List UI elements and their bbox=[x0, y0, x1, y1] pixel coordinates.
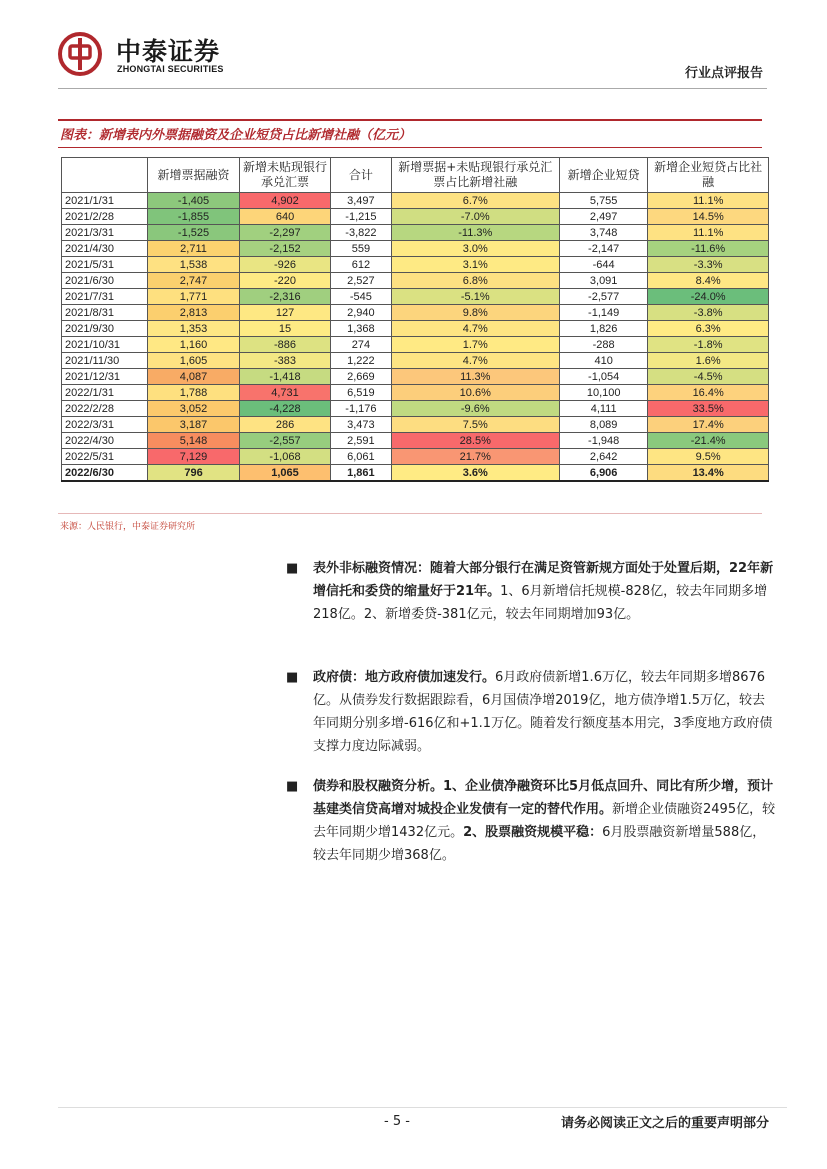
value-cell: 9.5% bbox=[648, 449, 769, 465]
value-cell: 2,813 bbox=[148, 305, 239, 321]
value-cell: 3,091 bbox=[559, 273, 647, 289]
paragraph-lead-2: 2、股票融资规模平稳： bbox=[463, 825, 603, 840]
date-cell: 2021/9/30 bbox=[62, 321, 148, 337]
value-cell: 3.6% bbox=[391, 465, 559, 482]
date-cell: 2021/5/31 bbox=[62, 257, 148, 273]
column-header: 新增票据融资 bbox=[148, 158, 239, 193]
table-row bbox=[62, 433, 769, 449]
value-cell: 127 bbox=[239, 305, 330, 321]
value-cell: 2,497 bbox=[559, 209, 647, 225]
value-cell: 21.7% bbox=[391, 449, 559, 465]
value-cell: -1.8% bbox=[648, 337, 769, 353]
value-cell: 1,771 bbox=[148, 289, 239, 305]
value-cell: 2,642 bbox=[559, 449, 647, 465]
table-row bbox=[62, 353, 769, 369]
company-name-cn: 中泰证券 bbox=[116, 37, 221, 66]
value-cell: 2,747 bbox=[148, 273, 239, 289]
table-row bbox=[62, 289, 769, 305]
source-rule bbox=[58, 513, 762, 514]
value-cell: 4,902 bbox=[239, 193, 330, 209]
paragraph-government-bonds bbox=[286, 666, 776, 758]
value-cell: 13.4% bbox=[648, 465, 769, 482]
value-cell: 4.7% bbox=[391, 353, 559, 369]
date-cell: 2021/7/31 bbox=[62, 289, 148, 305]
value-cell: -383 bbox=[239, 353, 330, 369]
value-cell: 6,519 bbox=[331, 385, 391, 401]
value-cell: -2,316 bbox=[239, 289, 330, 305]
paragraph-lead: 债券和股权融资分析。1、企业债净融资环比5月低点回升、同比有所少增，预计基建类信贷高增对城投企业发债有一定的替代作用。 bbox=[313, 779, 774, 817]
value-cell: -24.0% bbox=[648, 289, 769, 305]
value-cell: -1,054 bbox=[559, 369, 647, 385]
value-cell: -7.0% bbox=[391, 209, 559, 225]
value-cell: 3,052 bbox=[148, 401, 239, 417]
column-header: 新增企业短贷 bbox=[559, 158, 647, 193]
value-cell: 640 bbox=[239, 209, 330, 225]
date-cell: 2021/6/30 bbox=[62, 273, 148, 289]
value-cell: -2,147 bbox=[559, 241, 647, 257]
source-note: 来源：人民银行，中泰证券研究所 bbox=[60, 522, 196, 532]
value-cell: 14.5% bbox=[648, 209, 769, 225]
value-cell: 11.1% bbox=[648, 225, 769, 241]
value-cell: 11.3% bbox=[391, 369, 559, 385]
value-cell: 8,089 bbox=[559, 417, 647, 433]
table-row bbox=[62, 305, 769, 321]
column-header: 合计 bbox=[331, 158, 391, 193]
value-cell: 4,111 bbox=[559, 401, 647, 417]
table-header-row bbox=[62, 158, 769, 193]
table-row bbox=[62, 449, 769, 465]
value-cell: 1.6% bbox=[648, 353, 769, 369]
value-cell: 1,788 bbox=[148, 385, 239, 401]
value-cell: 612 bbox=[331, 257, 391, 273]
table-row bbox=[62, 401, 769, 417]
value-cell: -1,405 bbox=[148, 193, 239, 209]
value-cell: 3.0% bbox=[391, 241, 559, 257]
value-cell: -2,152 bbox=[239, 241, 330, 257]
date-cell: 2021/11/30 bbox=[62, 353, 148, 369]
date-cell: 2022/6/30 bbox=[62, 465, 148, 482]
value-cell: 16.4% bbox=[648, 385, 769, 401]
value-cell: 8.4% bbox=[648, 273, 769, 289]
value-cell: -5.1% bbox=[391, 289, 559, 305]
date-cell: 2021/12/31 bbox=[62, 369, 148, 385]
value-cell: 17.4% bbox=[648, 417, 769, 433]
value-cell: 7.5% bbox=[391, 417, 559, 433]
value-cell: 1,861 bbox=[331, 465, 391, 482]
value-cell: 5,755 bbox=[559, 193, 647, 209]
table-row bbox=[62, 193, 769, 209]
value-cell: 274 bbox=[331, 337, 391, 353]
value-cell: 6.3% bbox=[648, 321, 769, 337]
figure-top-rule bbox=[58, 119, 762, 121]
table-row bbox=[62, 465, 769, 482]
bullet-icon: ■ bbox=[286, 561, 299, 576]
value-cell: -11.3% bbox=[391, 225, 559, 241]
page-number: - 5 - bbox=[384, 1114, 410, 1129]
date-cell: 2021/10/31 bbox=[62, 337, 148, 353]
table-row bbox=[62, 337, 769, 353]
value-cell: 11.1% bbox=[648, 193, 769, 209]
date-cell: 2022/1/31 bbox=[62, 385, 148, 401]
column-header: 新增企业短贷占比社融 bbox=[648, 158, 769, 193]
table-row bbox=[62, 257, 769, 273]
value-cell: 15 bbox=[239, 321, 330, 337]
value-cell: -3.3% bbox=[648, 257, 769, 273]
value-cell: -9.6% bbox=[391, 401, 559, 417]
value-cell: 1,065 bbox=[239, 465, 330, 482]
value-cell: 2,527 bbox=[331, 273, 391, 289]
table-row bbox=[62, 241, 769, 257]
value-cell: 3,497 bbox=[331, 193, 391, 209]
value-cell: 1,538 bbox=[148, 257, 239, 273]
value-cell: -288 bbox=[559, 337, 647, 353]
value-cell: -2,297 bbox=[239, 225, 330, 241]
table-row bbox=[62, 273, 769, 289]
footer-divider bbox=[58, 1107, 787, 1108]
paragraph-lead: 政府债：地方政府债加速发行。 bbox=[313, 670, 496, 685]
value-cell: 559 bbox=[331, 241, 391, 257]
value-cell: 796 bbox=[148, 465, 239, 482]
table-row bbox=[62, 209, 769, 225]
date-cell: 2022/5/31 bbox=[62, 449, 148, 465]
value-cell: -1,418 bbox=[239, 369, 330, 385]
value-cell: -4,228 bbox=[239, 401, 330, 417]
value-cell: 2,669 bbox=[331, 369, 391, 385]
date-cell: 2021/1/31 bbox=[62, 193, 148, 209]
value-cell: 6,061 bbox=[331, 449, 391, 465]
value-cell: 9.8% bbox=[391, 305, 559, 321]
date-cell: 2021/2/28 bbox=[62, 209, 148, 225]
value-cell: 410 bbox=[559, 353, 647, 369]
value-cell: 286 bbox=[239, 417, 330, 433]
value-cell: 10.6% bbox=[391, 385, 559, 401]
date-cell: 2021/8/31 bbox=[62, 305, 148, 321]
value-cell: 1,222 bbox=[331, 353, 391, 369]
date-cell: 2022/2/28 bbox=[62, 401, 148, 417]
value-cell: 33.5% bbox=[648, 401, 769, 417]
value-cell: 1,353 bbox=[148, 321, 239, 337]
value-cell: -1,149 bbox=[559, 305, 647, 321]
paragraph-text-2: 6月股票融资新增量588亿，较去年同期少增368亿。 bbox=[313, 825, 766, 863]
value-cell: 1.7% bbox=[391, 337, 559, 353]
paragraph-text: 新增企业债融资2495亿，较去年同期少增1432亿元。 bbox=[313, 802, 776, 840]
zhongtai-logo-icon bbox=[58, 32, 102, 76]
value-cell: -1,068 bbox=[239, 449, 330, 465]
value-cell: 5,148 bbox=[148, 433, 239, 449]
value-cell: 6,906 bbox=[559, 465, 647, 482]
table-row bbox=[62, 417, 769, 433]
value-cell: 2,940 bbox=[331, 305, 391, 321]
column-header: 新增票据+未贴现银行承兑汇票占比新增社融 bbox=[391, 158, 559, 193]
paragraph-text: 6月政府债新增1.6万亿，较去年同期多增8676亿。从债券发行数据跟踪看，6月国债净增2019亿，地方债净增1.5万亿，较去年同期分别多增-616亿和+1.1万亿。随着发行额度基本用完，3季度地方政府债支撑力度边际减弱。 bbox=[313, 670, 773, 754]
table-row bbox=[62, 385, 769, 401]
paragraph-text: 1、6月新增信托规模-828亿，较去年同期多增218亿。2、新增委贷-381亿元，较去年同期增加93亿。 bbox=[313, 584, 768, 622]
table-row bbox=[62, 321, 769, 337]
value-cell: -3.8% bbox=[648, 305, 769, 321]
value-cell: -2,577 bbox=[559, 289, 647, 305]
table-body bbox=[62, 193, 769, 482]
date-cell: 2021/4/30 bbox=[62, 241, 148, 257]
value-cell: 10,100 bbox=[559, 385, 647, 401]
value-cell: 7,129 bbox=[148, 449, 239, 465]
value-cell: -886 bbox=[239, 337, 330, 353]
value-cell: -545 bbox=[331, 289, 391, 305]
value-cell: 3.1% bbox=[391, 257, 559, 273]
figure-title: 图表：新增表内外票据融资及企业短贷占比新增社融（亿元） bbox=[60, 128, 412, 143]
value-cell: 1,160 bbox=[148, 337, 239, 353]
value-cell: -926 bbox=[239, 257, 330, 273]
column-header: 新增未贴现银行承兑汇票 bbox=[239, 158, 330, 193]
date-cell: 2021/3/31 bbox=[62, 225, 148, 241]
value-cell: 4,087 bbox=[148, 369, 239, 385]
value-cell: -2,557 bbox=[239, 433, 330, 449]
value-cell: 2,711 bbox=[148, 241, 239, 257]
table-row bbox=[62, 225, 769, 241]
date-cell: 2022/3/31 bbox=[62, 417, 148, 433]
financing-table bbox=[61, 157, 769, 482]
bullet-icon: ■ bbox=[286, 670, 299, 685]
value-cell: 3,187 bbox=[148, 417, 239, 433]
company-name-en: ZHONGTAI SECURITIES bbox=[117, 64, 224, 74]
paragraph-offbalance bbox=[286, 557, 776, 626]
value-cell: -21.4% bbox=[648, 433, 769, 449]
table-row bbox=[62, 369, 769, 385]
value-cell: -644 bbox=[559, 257, 647, 273]
value-cell: 6.8% bbox=[391, 273, 559, 289]
value-cell: 2,591 bbox=[331, 433, 391, 449]
date-cell: 2022/4/30 bbox=[62, 433, 148, 449]
value-cell: -11.6% bbox=[648, 241, 769, 257]
value-cell: 4.7% bbox=[391, 321, 559, 337]
figure-title-rule bbox=[58, 147, 762, 148]
report-type: 行业点评报告 bbox=[684, 66, 763, 81]
value-cell: 3,748 bbox=[559, 225, 647, 241]
value-cell: 1,605 bbox=[148, 353, 239, 369]
value-cell: 1,368 bbox=[331, 321, 391, 337]
paragraph-bond-equity bbox=[286, 775, 776, 867]
value-cell: 28.5% bbox=[391, 433, 559, 449]
value-cell: -220 bbox=[239, 273, 330, 289]
paragraph-lead: 表外非标融资情况：随着大部分银行在满足资管新规方面处于处置后期，22年新增信托和委贷的缩量好于21年。 bbox=[313, 561, 774, 599]
value-cell: 6.7% bbox=[391, 193, 559, 209]
company-logo bbox=[58, 30, 258, 80]
header-divider bbox=[58, 88, 767, 89]
value-cell: -1,525 bbox=[148, 225, 239, 241]
value-cell: -1,948 bbox=[559, 433, 647, 449]
value-cell: 4,731 bbox=[239, 385, 330, 401]
value-cell: -1,176 bbox=[331, 401, 391, 417]
bullet-icon: ■ bbox=[286, 779, 299, 794]
disclaimer-note: 请务必阅读正文之后的重要声明部分 bbox=[560, 1116, 769, 1131]
value-cell: -1,215 bbox=[331, 209, 391, 225]
value-cell: -1,855 bbox=[148, 209, 239, 225]
column-header bbox=[62, 158, 148, 193]
value-cell: 1,826 bbox=[559, 321, 647, 337]
value-cell: -3,822 bbox=[331, 225, 391, 241]
value-cell: 3,473 bbox=[331, 417, 391, 433]
value-cell: -4.5% bbox=[648, 369, 769, 385]
